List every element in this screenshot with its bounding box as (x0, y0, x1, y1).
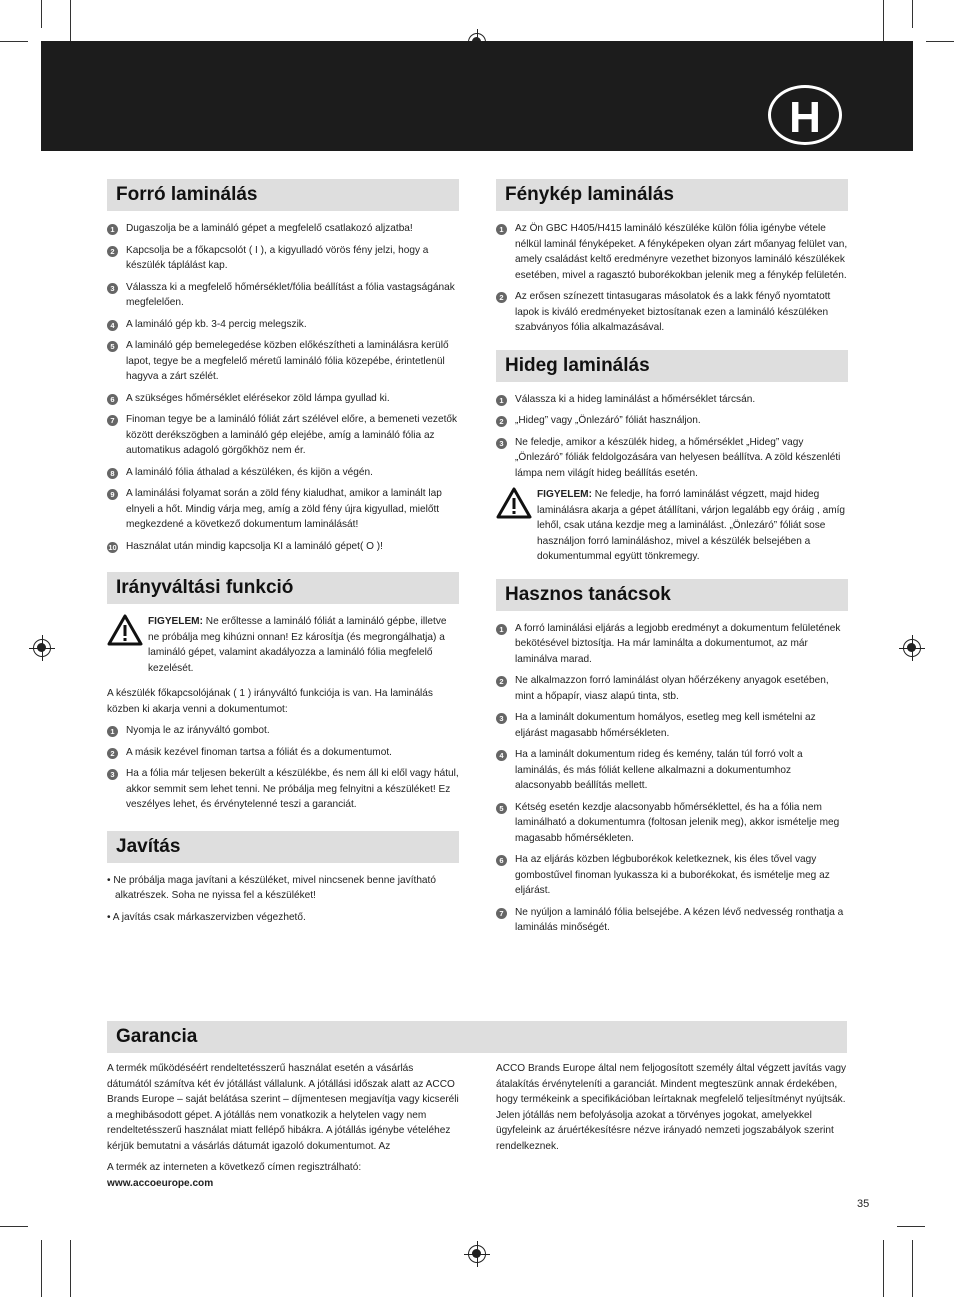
list-item: 3 Ne feledje, amikor a készülék hideg, a hőmérséklet „Hideg” vagy „Önlezáró” fóliák feldolgozására van helyesen beállítva. A zöld készenléti lámpa nem világít hideg beállítás esetén. (496, 435, 848, 482)
bullet-item: • A javítás csak márkaszervizben végezhető. (107, 911, 306, 923)
crop-mark (926, 41, 954, 42)
hasznos-list (496, 621, 848, 936)
hideg-list (496, 392, 848, 482)
crop-mark (41, 0, 42, 28)
section-title: Forró laminálás (116, 184, 258, 205)
section-header (496, 579, 848, 611)
crop-mark (41, 1240, 42, 1297)
list-item: 1 Válassza ki a hideg laminálást a hőmérséklet tárcsán. (496, 392, 848, 408)
javitas-list (107, 873, 459, 926)
forro-list (107, 221, 459, 554)
crop-mark (897, 1226, 925, 1227)
crop-mark (912, 0, 913, 28)
registration-mark-icon (468, 1245, 486, 1263)
list-item: 2 Kapcsolja be a főkapcsolót ( I ), a kigyulladó vörös fény jelzi, hogy a készülék táplálást kap. (107, 243, 459, 274)
section-title: Javítás (116, 835, 181, 857)
list-item: 4 Ha a laminált dokumentum rideg és kemény, talán túl forró volt a laminálás, és más fóliát kellene alkalmazni a dokumentumhoz alacsonyabb beállítás mellett. (496, 747, 848, 794)
list-item: 9 A laminálási folyamat során a zöld fény kialudhat, amikor a laminált lap elnyeli a hőt. Mindig várja meg, amíg a zöld fény újra kigyullad, mielőtt megkezdené a következő dokumentum laminálását! (107, 486, 459, 533)
irany-list (107, 723, 459, 813)
list-item: 2 „Hideg” vagy „Önlezáró” fóliát használjon. (496, 413, 848, 429)
list-item: 7 Finoman tegye be a lamináló fóliát zárt szélével előre, a bemeneti vezetők között derékszögben a lamináló gép elejébe, amíg a lamináló fólia az automatikus adagoló görgőkhöz nem ér. (107, 412, 459, 459)
crop-mark (912, 1240, 913, 1297)
crop-mark (0, 41, 28, 42)
list-item: 3 Ha a laminált dokumentum homályos, esetleg meg kell ismételni az eljárást magasabb hőmérsékleten. (496, 710, 848, 741)
warning-icon (107, 614, 143, 646)
list-item: 3 Ha a fólia már teljesen bekerült a készülékbe, és nem áll ki elől vagy hátul, akkor semmit sem lehet tenni. Ne próbálja meg felnyitni a készüléket! Ez veszélyes lehet, és érvénytelenné teszi a garanciát. (107, 766, 459, 813)
garancia-right: ACCO Brands Europe által nem feljogosított személy által végzett javítás vagy átalakítás érvényteleníti a garanciát. Mindent megteszünk annak érdekében, hogy termékeink a specifikációban leírtaknak megfelelő teljesítményt nyújtsák. Jelen jótállás nem befolyásolja azokat a törvényes jogokat, amelyekkel ügyfeleink az áruértékesítésre nézve irányadó nemzeti jogszabályok szerint rendelkeznek. (496, 1063, 847, 1152)
page-number: 35 (857, 1198, 870, 1210)
warning-icon (496, 487, 532, 519)
crop-mark (883, 1240, 884, 1297)
crop-mark (70, 1240, 71, 1297)
registration-mark-icon (903, 639, 921, 657)
bullet-item: • Ne próbálja maga javítani a készüléket, mivel nincsenek benne javítható alkatrészek. Soha ne nyissa fel a készüléket! (107, 874, 436, 901)
list-item: 4 A lamináló gép kb. 3-4 percig melegszik. (107, 317, 459, 333)
section-title: Garancia (116, 1026, 198, 1047)
section-header (107, 179, 459, 211)
left-column (107, 179, 459, 931)
list-item: 10 Használat után mindig kapcsolja KI a lamináló gépet( O )! (108, 540, 383, 552)
intro-text: A készülék főkapcsolójának ( 1 ) irányváltó funkciója is van. Ha laminálás közben ki akarja venni a dokumentumot: (107, 688, 433, 715)
list-item: 8 A lamináló fólia áthalad a készüléken, és kijön a végén. (107, 465, 459, 481)
warning-block: FIGYELEM: Ne feledje, ha forró laminálást végzett, majd hideg laminálásra akarja a gépet átállítani, várjon legalább egy óráig , amíg lehől, csak utána kezdje meg a laminálást. „Önlezáró” fóliát sose használjon forró lamináláshoz, mivel a készülék belsejében a dokumentummal együtt tönkremegy. (496, 487, 848, 565)
list-item: 2 Az erősen színezett tintasugaras másolatok és a lakk fényő nyomtatott lapok is kiváló eredményeket biztosítanak ezen a lamináló készüléken szabványos fólia alkalmazásával. (496, 289, 848, 336)
section-header (107, 1021, 847, 1053)
list-item: 1 A forró laminálási eljárás a legjobb eredményt a dokumentum felületének bekötésével biztosítja. Ha már laminálta a dokumentumot, az már laminálva marad. (496, 621, 848, 668)
right-column (496, 179, 848, 942)
list-item: 1 Az Ön GBC H405/H415 lamináló készüléke külön fólia igénybe vétele nélkül laminál fényképeket. A fényképeken olyan zárt mőanyag felület van, amely családást keltő eredményre vezethet bizonyos lamináló készülékek esetében, mivel a ragasztó buborékokban jelenik meg a fénykép felületén. (496, 221, 848, 283)
section-title: Irányváltási funkció (116, 577, 294, 598)
section-title: Fénykép laminálás (505, 184, 674, 205)
language-badge: H (768, 85, 842, 145)
section-header (496, 179, 848, 211)
list-item: 2 A másik kezével finoman tartsa a fóliát és a dokumentumot. (107, 745, 459, 761)
garancia-left: A termék működéséért rendeltetésszerű használat esetén a vásárlás dátumától számítva két év jótállást vállalunk. A jótállási időszak alatt az ACCO Brands Europe – saját belátása szerint – díjmentesen megjavítja vagy kicseréli a meghibásodott gépet. A jótállás nem vonatkozik a helytelen vagy nem rendeltetésszerű használat miatt fellépő hibákra. A jótállás igénybe vételéhez kérjük bemutatni a vásárlás dátumát igazoló dokumentumot. Az A termék az interneten a következő címen regisztrálható: www.accoeurope.com (107, 1063, 459, 1189)
registration-mark-icon (33, 639, 51, 657)
list-item: 7 Ne nyúljon a lamináló fólia belsejébe. A kézen lévő nedvesség ronthatja a laminálás minőségét. (496, 905, 848, 936)
section-title: Hasznos tanácsok (505, 583, 671, 605)
section-title: Hideg laminálás (505, 354, 650, 376)
section-header (496, 350, 848, 382)
list-item: 6 Ha az eljárás közben légbuborékok keletkeznek, kis éles tővel vagy gombostűvel finoman lyukassza ki a buborékokat, és ismételje meg az eljárást. (496, 852, 848, 899)
list-item: 3 Válassza ki a megfelelő hőmérséklet/fólia beállítást a fólia vastagságának megfelelően. (107, 280, 459, 311)
list-item: 1 Nyomja le az irányváltó gombot. (107, 723, 459, 739)
garancia-section (107, 1021, 847, 1063)
website-link[interactable]: www.accoeurope.com (107, 1177, 214, 1189)
section-header (107, 572, 459, 604)
list-item: 2 Ne alkalmazzon forró laminálást olyan hőérzékeny anyagok esetében, mint a hőpapír, viasz alapú tinta, stb. (496, 673, 848, 704)
list-item: 5 Kétség esetén kezdje alacsonyabb hőmérséklettel, és ha a fólia nem laminálható a dokumentumra (foltosan jelenik meg), akkor ismételje meg magasabb hőmérsékleten. (496, 800, 848, 847)
fenykep-list (496, 221, 848, 336)
list-item: 6 A szükséges hőmérséklet elérésekor zöld lámpa gyullad ki. (107, 391, 459, 407)
warning-block: FIGYELEM: Ne erőltesse a lamináló fóliát a lamináló gépbe, illetve ne próbálja meg kihúzni onnan! Ez károsítja (és megrongálhatja) a lamináló gépet, valamint akadályozza a lamináló fólia megfelelő kezelését. (107, 614, 459, 676)
section-header (107, 831, 459, 863)
crop-mark (0, 1226, 28, 1227)
list-item: 5 A lamináló gép bemelegedése közben előkészítheti a laminálásra kerülő lapot, tegye be a megfelelő méretű lamináló fólia közepébe, érintetlenül hagyva a zárt szélét. (107, 338, 459, 385)
list-item: 1 Dugaszolja be a lamináló gépet a megfelelő csatlakozó aljzatba! (107, 221, 459, 237)
